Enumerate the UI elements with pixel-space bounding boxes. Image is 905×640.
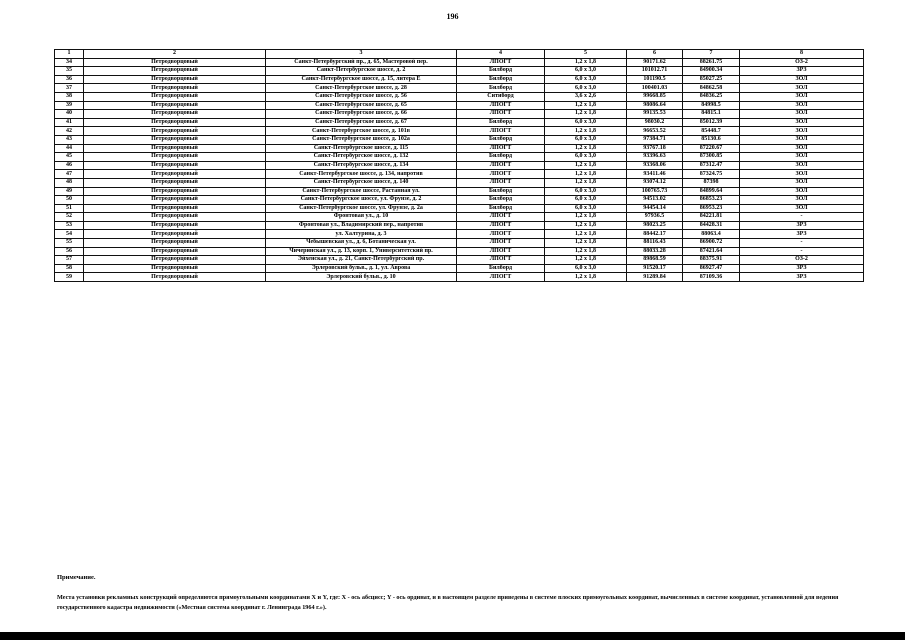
size-cell: 1,2 х 1,8 [545, 127, 627, 136]
construction-type-cell: ЛПОГТ [457, 170, 545, 179]
x-coordinate-cell: 99668.85 [627, 92, 683, 101]
x-coordinate-cell: 99135.53 [627, 110, 683, 119]
zone-cell: ЗОЛ [740, 135, 864, 144]
construction-type-cell: ЛПОГТ [457, 110, 545, 119]
row-number-cell: 36 [55, 75, 84, 84]
x-coordinate-cell: 101190.5 [627, 75, 683, 84]
y-coordinate-cell: 86900.72 [683, 239, 740, 248]
table-row [55, 118, 864, 127]
address-cell: Санкт-Петербургское шоссе, д. 28 [266, 84, 457, 93]
x-coordinate-cell: 94454.14 [627, 204, 683, 213]
row-number-cell: 39 [55, 101, 84, 110]
zone-cell: ЗОЛ [740, 196, 864, 205]
row-number-cell: 54 [55, 230, 84, 239]
size-cell: 1,2 х 1,8 [545, 110, 627, 119]
address-cell: Санкт-Петербургское шоссе, д. 134 [266, 161, 457, 170]
table-row [55, 84, 864, 93]
construction-type-cell: Билборд [457, 153, 545, 162]
x-coordinate-cell: 97384.71 [627, 135, 683, 144]
size-cell: 6,0 х 3,0 [545, 84, 627, 93]
table-row [55, 92, 864, 101]
district-cell: Петродворцовый [84, 204, 266, 213]
table-body [55, 58, 864, 281]
address-cell: Санкт-Петербургское шоссе, д. 65 [266, 101, 457, 110]
row-number-cell: 47 [55, 170, 84, 179]
district-cell: Петродворцовый [84, 247, 266, 256]
zone-cell: ЗОЛ [740, 204, 864, 213]
row-number-cell: 35 [55, 67, 84, 76]
y-coordinate-cell: 85130.6 [683, 135, 740, 144]
page-number: 196 [446, 12, 459, 21]
row-number-cell: 53 [55, 221, 84, 230]
y-coordinate-cell: 84428.31 [683, 221, 740, 230]
y-coordinate-cell: 84998.5 [683, 101, 740, 110]
zone-cell: - [740, 213, 864, 222]
address-cell: Эрлеровский бульв., д. 1, ул. Аврова [266, 264, 457, 273]
address-cell: Эрлеровский бульв., д. 10 [266, 273, 457, 282]
zone-cell: ЗОЛ [740, 110, 864, 119]
district-cell: Петродворцовый [84, 230, 266, 239]
row-number-cell: 43 [55, 135, 84, 144]
x-coordinate-cell: 100765.73 [627, 187, 683, 196]
x-coordinate-cell: 98023.25 [627, 221, 683, 230]
row-number-cell: 38 [55, 92, 84, 101]
district-cell: Петродворцовый [84, 161, 266, 170]
district-cell: Петродворцовый [84, 213, 266, 222]
district-cell: Петродворцовый [84, 67, 266, 76]
district-cell: Петродворцовый [84, 196, 266, 205]
row-number-cell: 55 [55, 239, 84, 248]
zone-cell: ОЗ-2 [740, 58, 864, 67]
y-coordinate-cell: 84221.81 [683, 213, 740, 222]
y-coordinate-cell: 87324.75 [683, 170, 740, 179]
district-cell: Петродворцовый [84, 264, 266, 273]
row-number-cell: 42 [55, 127, 84, 136]
construction-type-cell: Билборд [457, 135, 545, 144]
district-cell: Петродворцовый [84, 135, 266, 144]
address-cell: Санкт-Петербургское шоссе, ул. Фрунзе, д. 2а [266, 204, 457, 213]
row-number-cell: 41 [55, 118, 84, 127]
construction-type-cell: ЛПОГТ [457, 273, 545, 282]
row-number-cell: 37 [55, 84, 84, 93]
construction-type-cell: ЛПОГТ [457, 178, 545, 187]
district-cell: Петродворцовый [84, 187, 266, 196]
y-coordinate-cell: 86853.23 [683, 196, 740, 205]
address-cell: Фронтовая ул., д. 10 [266, 213, 457, 222]
row-number-cell: 52 [55, 213, 84, 222]
address-cell: Санкт-Петербургское шоссе, ул. Фрунзе, д. 2 [266, 196, 457, 205]
row-number-cell: 44 [55, 144, 84, 153]
size-cell: 6,0 х 3,0 [545, 153, 627, 162]
table-row [55, 127, 864, 136]
address-cell: Санкт-Петербургское шоссе, д. 102а [266, 135, 457, 144]
zone-cell: ЗОЛ [740, 170, 864, 179]
table-row [55, 273, 864, 282]
size-cell: 1,2 х 1,8 [545, 58, 627, 67]
row-number-cell: 57 [55, 256, 84, 265]
table-row [55, 196, 864, 205]
table-row [55, 230, 864, 239]
address-cell: Чичеринская ул., д. 13, корп. 1, Университетский пр. [266, 247, 457, 256]
row-number-cell: 48 [55, 178, 84, 187]
size-cell: 1,2 х 1,8 [545, 144, 627, 153]
x-coordinate-cell: 94513.02 [627, 196, 683, 205]
size-cell: 3,6 х 2,6 [545, 92, 627, 101]
zone-cell: ЗОЛ [740, 75, 864, 84]
x-coordinate-cell: 93767.18 [627, 144, 683, 153]
address-cell: Санкт-Петербургское шоссе, д. 101в [266, 127, 457, 136]
table-row [55, 204, 864, 213]
zone-cell: ЗОЛ [740, 92, 864, 101]
district-cell: Петродворцовый [84, 127, 266, 136]
size-cell: 1,2 х 1,8 [545, 230, 627, 239]
x-coordinate-cell: 98086.64 [627, 101, 683, 110]
construction-type-cell: ЛПОГТ [457, 58, 545, 67]
construction-type-cell: ЛПОГТ [457, 256, 545, 265]
address-cell: Санкт-Петербургское шоссе, д. 56 [266, 92, 457, 101]
size-cell: 6,0 х 3,0 [545, 67, 627, 76]
zone-cell: ЗОЛ [740, 161, 864, 170]
district-cell: Петродворцовый [84, 178, 266, 187]
row-number-cell: 51 [55, 204, 84, 213]
row-number-cell: 46 [55, 161, 84, 170]
row-number-cell: 50 [55, 196, 84, 205]
address-cell: Санкт-Петербургское шоссе, д. 132 [266, 153, 457, 162]
zone-cell: ЗОЛ [740, 144, 864, 153]
zone-cell: ОЗ-2 [740, 256, 864, 265]
x-coordinate-cell: 88033.28 [627, 247, 683, 256]
construction-type-cell: Билборд [457, 118, 545, 127]
x-coordinate-cell: 100401.03 [627, 84, 683, 93]
y-coordinate-cell: 84815.1 [683, 110, 740, 119]
zone-cell: - [740, 239, 864, 248]
size-cell: 1,2 х 1,8 [545, 213, 627, 222]
table-header-row [55, 50, 864, 59]
y-coordinate-cell: 87300.85 [683, 153, 740, 162]
x-coordinate-cell: 88116.43 [627, 239, 683, 248]
size-cell: 6,0 х 3,0 [545, 135, 627, 144]
construction-type-cell: ЛПОГТ [457, 239, 545, 248]
size-cell: 1,2 х 1,8 [545, 161, 627, 170]
construction-type-cell: Билборд [457, 187, 545, 196]
table-row [55, 170, 864, 179]
construction-type-cell: Билборд [457, 75, 545, 84]
construction-type-cell: ЛПОГТ [457, 247, 545, 256]
size-cell: 6,0 х 3,0 [545, 204, 627, 213]
address-cell: ул. Халтурина, д. 3 [266, 230, 457, 239]
y-coordinate-cell: 87109.36 [683, 273, 740, 282]
y-coordinate-cell: 88375.91 [683, 256, 740, 265]
x-coordinate-cell: 91520.17 [627, 264, 683, 273]
x-coordinate-cell: 96653.52 [627, 127, 683, 136]
zone-cell: ЗОЛ [740, 153, 864, 162]
placement-table [54, 49, 864, 282]
column-header: 3 [266, 50, 457, 59]
x-coordinate-cell: 93411.46 [627, 170, 683, 179]
x-coordinate-cell: 88442.17 [627, 230, 683, 239]
zone-cell: ЗРЗ [740, 264, 864, 273]
construction-type-cell: ЛПОГТ [457, 144, 545, 153]
y-coordinate-cell: 86953.23 [683, 204, 740, 213]
note-title: Примечание. [57, 574, 96, 581]
y-coordinate-cell: 87398 [683, 178, 740, 187]
zone-cell: ЗРЗ [740, 273, 864, 282]
address-cell: Санкт-Петербургское шоссе, д. 115 [266, 144, 457, 153]
table-row [55, 256, 864, 265]
zone-cell: ЗРЗ [740, 230, 864, 239]
table-row [55, 153, 864, 162]
district-cell: Петродворцовый [84, 58, 266, 67]
placement-table-container [54, 49, 863, 282]
x-coordinate-cell: 90171.62 [627, 58, 683, 67]
district-cell: Петродворцовый [84, 170, 266, 179]
district-cell: Петродворцовый [84, 239, 266, 248]
column-header: 1 [55, 50, 84, 59]
district-cell: Петродворцовый [84, 153, 266, 162]
table-row [55, 75, 864, 84]
scan-bottom-edge [0, 632, 905, 640]
y-coordinate-cell: 84836.25 [683, 92, 740, 101]
row-number-cell: 59 [55, 273, 84, 282]
x-coordinate-cell: 89868.59 [627, 256, 683, 265]
address-cell: Фронтовая ул., Владимирский пер., напротив [266, 221, 457, 230]
table-row [55, 178, 864, 187]
x-coordinate-cell: 93074.12 [627, 178, 683, 187]
zone-cell: ЗОЛ [740, 84, 864, 93]
construction-type-cell: Билборд [457, 264, 545, 273]
table-row [55, 135, 864, 144]
construction-type-cell: ЛПОГТ [457, 213, 545, 222]
table-row [55, 239, 864, 248]
district-cell: Петродворцовый [84, 118, 266, 127]
address-cell: Санкт-Петербургское шоссе, д. 66 [266, 110, 457, 119]
row-number-cell: 34 [55, 58, 84, 67]
size-cell: 6,0 х 3,0 [545, 264, 627, 273]
table-row [55, 264, 864, 273]
district-cell: Петродворцовый [84, 273, 266, 282]
address-cell: Эйхенская ул., д. 21, Санкт-Петербургский пр. [266, 256, 457, 265]
row-number-cell: 49 [55, 187, 84, 196]
size-cell: 6,0 х 3,0 [545, 118, 627, 127]
x-coordinate-cell: 93368.06 [627, 161, 683, 170]
construction-type-cell: ЛПОГТ [457, 127, 545, 136]
construction-type-cell: ЛПОГТ [457, 230, 545, 239]
y-coordinate-cell: 87220.67 [683, 144, 740, 153]
district-cell: Петродворцовый [84, 92, 266, 101]
district-cell: Петродворцовый [84, 101, 266, 110]
size-cell: 1,2 х 1,8 [545, 273, 627, 282]
table-row [55, 221, 864, 230]
y-coordinate-cell: 88261.75 [683, 58, 740, 67]
y-coordinate-cell: 87312.47 [683, 161, 740, 170]
size-cell: 1,2 х 1,8 [545, 256, 627, 265]
table-row [55, 101, 864, 110]
zone-cell: - [740, 247, 864, 256]
table-row [55, 247, 864, 256]
x-coordinate-cell: 91289.84 [627, 273, 683, 282]
construction-type-cell: Билборд [457, 84, 545, 93]
size-cell: 6,0 х 3,0 [545, 196, 627, 205]
district-cell: Петродворцовый [84, 221, 266, 230]
table-row [55, 144, 864, 153]
table-row [55, 67, 864, 76]
zone-cell: ЗОЛ [740, 118, 864, 127]
y-coordinate-cell: 84899.64 [683, 187, 740, 196]
zone-cell: ЗОЛ [740, 127, 864, 136]
y-coordinate-cell: 84900.34 [683, 67, 740, 76]
column-header: 4 [457, 50, 545, 59]
y-coordinate-cell: 88063.4 [683, 230, 740, 239]
table-row [55, 58, 864, 67]
address-cell: Санкт-Петербургское шоссе, д. 134, напротив [266, 170, 457, 179]
row-number-cell: 45 [55, 153, 84, 162]
column-header: 2 [84, 50, 266, 59]
column-header: 5 [545, 50, 627, 59]
table-row [55, 213, 864, 222]
row-number-cell: 56 [55, 247, 84, 256]
size-cell: 1,2 х 1,8 [545, 178, 627, 187]
address-cell: Санкт-Петербургское шоссе, Растанная ул. [266, 187, 457, 196]
address-cell: Санкт-Петербургское шоссе, д. 140 [266, 178, 457, 187]
district-cell: Петродворцовый [84, 144, 266, 153]
address-cell: Санкт-Петербургское шоссе, д. 2 [266, 67, 457, 76]
district-cell: Петродворцовый [84, 110, 266, 119]
size-cell: 1,2 х 1,8 [545, 170, 627, 179]
zone-cell: ЗОЛ [740, 187, 864, 196]
size-cell: 6,0 х 3,0 [545, 75, 627, 84]
zone-cell: ЗРЗ [740, 221, 864, 230]
size-cell: 6,0 х 3,0 [545, 187, 627, 196]
size-cell: 1,2 х 1,8 [545, 221, 627, 230]
column-header: 6 [627, 50, 683, 59]
note-text: Места установки рекламных конструкций определяются прямоугольными координатами X и Y, где: X - ось абсцисс; Y - ось ординат, и в настоящем разделе приведены в системе плоских прямоугольных координат, вычисленных в системе координат, установленной для ведения государственного кадастра недвижимости («Местная система координат г. Ленинграда 1964 г.»). [57, 594, 839, 611]
row-number-cell: 58 [55, 264, 84, 273]
table-row [55, 161, 864, 170]
address-cell: Санкт-Петербургский пр., д. 65, Мастеровой пер. [266, 58, 457, 67]
construction-type-cell: Ситиборд [457, 92, 545, 101]
construction-type-cell: Билборд [457, 67, 545, 76]
size-cell: 1,2 х 1,8 [545, 239, 627, 248]
district-cell: Петродворцовый [84, 256, 266, 265]
table-row [55, 110, 864, 119]
address-cell: Чебышевская ул., д. 6, Ботаническая ул. [266, 239, 457, 248]
table-row [55, 187, 864, 196]
address-cell: Санкт-Петербургское шоссе, д. 67 [266, 118, 457, 127]
y-coordinate-cell: 84862.58 [683, 84, 740, 93]
address-cell: Санкт-Петербургское шоссе, д. 15, литера Е [266, 75, 457, 84]
district-cell: Петродворцовый [84, 75, 266, 84]
construction-type-cell: ЛПОГТ [457, 221, 545, 230]
zone-cell: ЗРЗ [740, 67, 864, 76]
y-coordinate-cell: 85448.7 [683, 127, 740, 136]
construction-type-cell: Билборд [457, 204, 545, 213]
y-coordinate-cell: 85012.39 [683, 118, 740, 127]
construction-type-cell: ЛПОГТ [457, 161, 545, 170]
construction-type-cell: Билборд [457, 196, 545, 205]
zone-cell: ЗОЛ [740, 178, 864, 187]
column-header: 8 [740, 50, 864, 59]
x-coordinate-cell: 97936.5 [627, 213, 683, 222]
size-cell: 1,2 х 1,8 [545, 101, 627, 110]
y-coordinate-cell: 87421.64 [683, 247, 740, 256]
y-coordinate-cell: 85027.25 [683, 75, 740, 84]
column-header: 7 [683, 50, 740, 59]
x-coordinate-cell: 98030.2 [627, 118, 683, 127]
size-cell: 1,2 х 1,8 [545, 247, 627, 256]
x-coordinate-cell: 101012.71 [627, 67, 683, 76]
row-number-cell: 40 [55, 110, 84, 119]
x-coordinate-cell: 93396.63 [627, 153, 683, 162]
district-cell: Петродворцовый [84, 84, 266, 93]
construction-type-cell: ЛПОГТ [457, 101, 545, 110]
zone-cell: ЗОЛ [740, 101, 864, 110]
y-coordinate-cell: 86927.47 [683, 264, 740, 273]
